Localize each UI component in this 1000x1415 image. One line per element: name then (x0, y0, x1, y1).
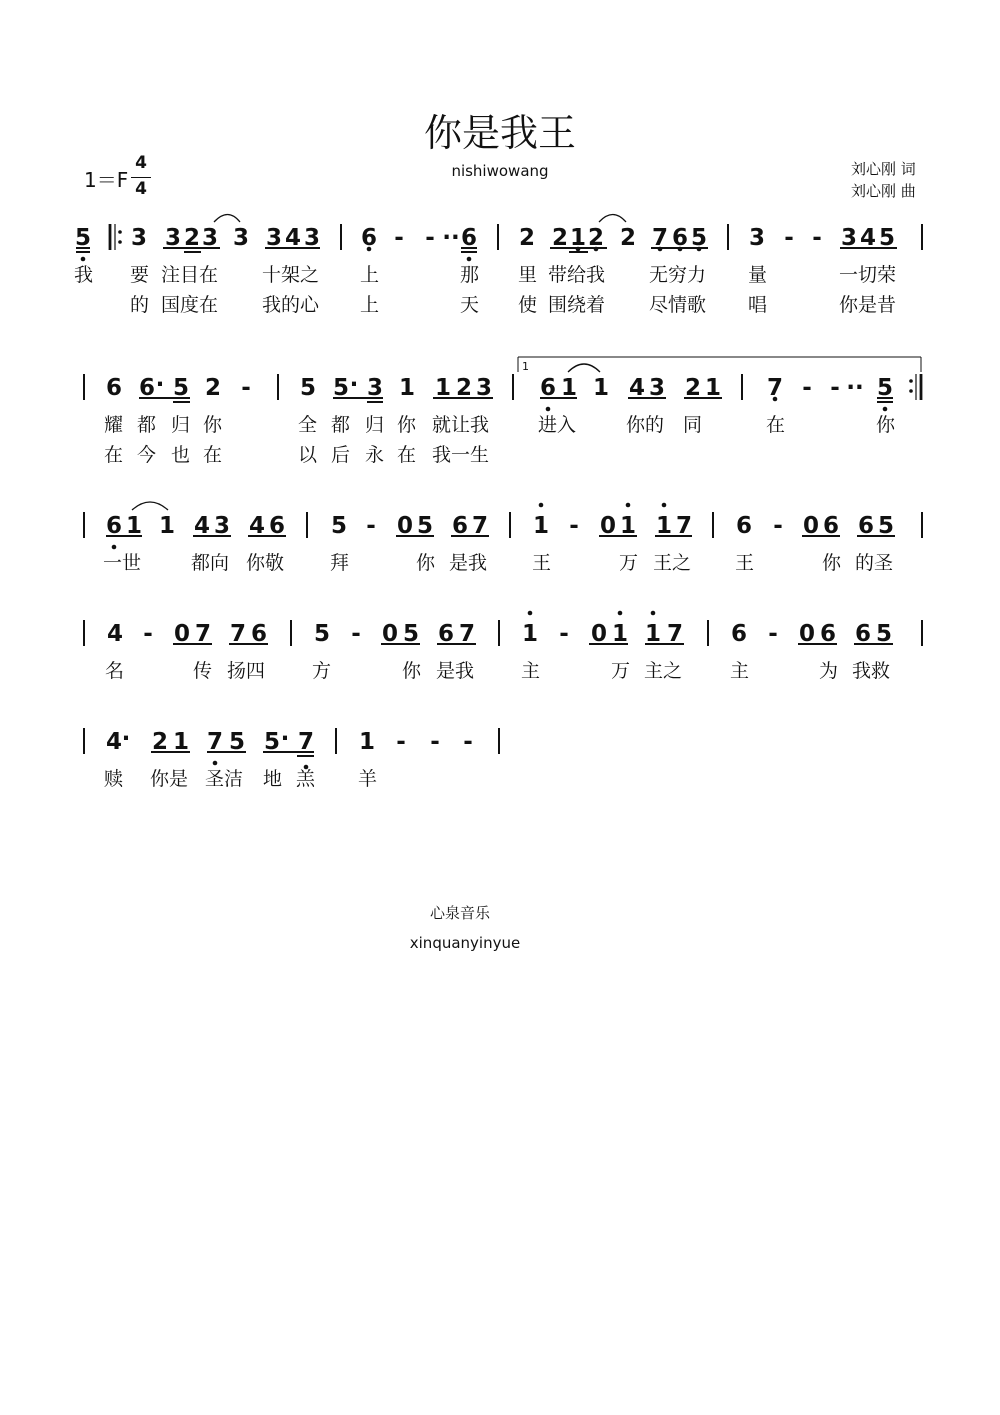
note: - (773, 513, 783, 539)
lyric: 你 (402, 660, 422, 682)
lyric: 我救 (852, 660, 891, 682)
note: 6 (360, 225, 378, 251)
note: 1 (532, 513, 550, 539)
note: 3 (748, 225, 766, 251)
note: 7 (651, 225, 669, 251)
note: 6 (819, 621, 837, 647)
note: 5 (876, 375, 894, 401)
lyric: 后 (331, 444, 351, 466)
lyric: 名 (105, 660, 125, 682)
note: 6 (460, 225, 478, 251)
lyric: 你 (416, 552, 436, 574)
note: - (351, 621, 361, 647)
svg-text:·: · (349, 372, 359, 398)
note: 5 (172, 375, 190, 401)
note: 6 (250, 621, 268, 647)
lyric: 你 (397, 414, 417, 436)
lyric: 是我 (436, 660, 475, 682)
lyric: 今 (137, 444, 157, 466)
lyric: 上 (360, 264, 380, 286)
lyric: 我 (74, 264, 94, 286)
lyric: 同 (683, 414, 703, 436)
lyric: 尽情歌 (649, 294, 707, 316)
lyric: 上 (360, 294, 380, 316)
note: - (559, 621, 569, 647)
lyric: 无穷力 (649, 264, 707, 286)
note: 7 (471, 513, 489, 539)
note: 7 (206, 729, 224, 755)
note: 1 (611, 621, 629, 647)
note: - (425, 225, 435, 251)
lyric: 的 (130, 294, 150, 316)
note: 3 (475, 375, 493, 401)
lyric: 王之 (653, 552, 692, 574)
note: - (463, 729, 473, 755)
note: 7 (297, 729, 315, 755)
note: 7 (458, 621, 476, 647)
note: - (784, 225, 794, 251)
lyric: 主 (521, 660, 541, 682)
lyric: 在 (766, 414, 786, 436)
lyric: 你 (876, 414, 896, 436)
lyric: 一世 (103, 552, 142, 574)
note: - (812, 225, 822, 251)
lyric: 带给我 (548, 264, 606, 286)
note: 6 (539, 375, 557, 401)
lyric: 量 (748, 264, 768, 286)
note: 5 (74, 225, 92, 251)
lyric: 万 (611, 660, 631, 682)
note: - (143, 621, 153, 647)
lyric: 永 (365, 444, 385, 466)
time-signature-top: 4 (135, 153, 147, 173)
lyric: 方 (312, 660, 332, 682)
lyric: 王 (735, 552, 755, 574)
note: 7 (675, 513, 693, 539)
note: 3 (840, 225, 858, 251)
note: 1 (704, 375, 722, 401)
lyric: 王 (532, 552, 552, 574)
note: 6 (105, 513, 123, 539)
note: 7 (194, 621, 212, 647)
note: 3 (648, 375, 666, 401)
lyric: 要 (130, 264, 150, 286)
note: 3 (303, 225, 321, 251)
note: 0 (396, 513, 414, 539)
note: 1 (434, 375, 452, 401)
composer-credit: 刘心刚 曲 (851, 182, 916, 200)
note: 6 (138, 375, 156, 401)
note: 1 (172, 729, 190, 755)
lyric: 主 (730, 660, 750, 682)
lyric: 使 (518, 294, 538, 316)
note: 5 (332, 375, 350, 401)
note: 5 (299, 375, 317, 401)
note: 6 (854, 621, 872, 647)
note: 3 (201, 225, 219, 251)
lyric: 地 (263, 768, 283, 790)
svg-text:·: · (121, 726, 131, 752)
note: 1 (644, 621, 662, 647)
note: 6 (857, 513, 875, 539)
note: - (802, 375, 812, 401)
note: 6 (730, 621, 748, 647)
note: 5 (877, 513, 895, 539)
lyric: 也 (171, 444, 191, 466)
note: 1 (521, 621, 539, 647)
note: 1 (592, 375, 610, 401)
lyric: 进入 (538, 414, 577, 436)
note: 5 (690, 225, 708, 251)
note: - (366, 513, 376, 539)
note: 6 (671, 225, 689, 251)
note: 4 (106, 621, 124, 647)
note: 2 (684, 375, 702, 401)
note: 1 (569, 225, 587, 251)
note: - (396, 729, 406, 755)
note: 5 (263, 729, 281, 755)
note: 1 (358, 729, 376, 755)
note: 6 (268, 513, 286, 539)
note: 2 (151, 729, 169, 755)
note: 2 (518, 225, 536, 251)
song-title-pinyin: nishiwowang (451, 162, 549, 180)
note: 4 (859, 225, 877, 251)
lyric: 都 (331, 414, 351, 436)
note: 5 (416, 513, 434, 539)
lyric: 都向 (191, 552, 230, 574)
note: 6 (105, 375, 123, 401)
note: 3 (213, 513, 231, 539)
lyric: 在 (104, 444, 124, 466)
note: 3 (164, 225, 182, 251)
lyric: 耀 (104, 414, 124, 436)
note: 3 (232, 225, 250, 251)
note: - (830, 375, 840, 401)
lyric: 围绕着 (548, 294, 606, 316)
note: 5 (313, 621, 331, 647)
note: 2 (619, 225, 637, 251)
lyric: 那 (460, 264, 480, 286)
note: 2 (204, 375, 222, 401)
lyric: 就让我 (432, 414, 490, 436)
note: 4 (628, 375, 646, 401)
lyric: 你是 (150, 768, 189, 790)
lyric: 在 (397, 444, 417, 466)
note: 6 (735, 513, 753, 539)
note: 2 (551, 225, 569, 251)
lyric: 拜 (330, 552, 350, 574)
note: 3 (366, 375, 384, 401)
lyric: 你的 (626, 414, 665, 436)
note: 4 (193, 513, 211, 539)
note: 1 (158, 513, 176, 539)
note: 0 (802, 513, 820, 539)
lyric: 都 (137, 414, 157, 436)
note: 6 (822, 513, 840, 539)
note: 0 (798, 621, 816, 647)
note: 0 (173, 621, 191, 647)
note: 6 (437, 621, 455, 647)
note: 5 (878, 225, 896, 251)
note: 0 (381, 621, 399, 647)
note: 1 (560, 375, 578, 401)
lyric: 天 (460, 294, 480, 316)
svg-text:··: ·· (442, 225, 460, 251)
lyric: 我一生 (432, 444, 490, 466)
lyric: 传 (193, 660, 213, 682)
lyric: 归 (365, 414, 385, 436)
note: 1 (125, 513, 143, 539)
lyric: 万 (619, 552, 639, 574)
note: 3 (130, 225, 148, 251)
note: 1 (655, 513, 673, 539)
note: 1 (398, 375, 416, 401)
note: 2 (455, 375, 473, 401)
note: 5 (402, 621, 420, 647)
note: 5 (875, 621, 893, 647)
lyric: 圣洁 (205, 768, 244, 790)
lyric: 十架之 (262, 264, 320, 286)
lyric: 主之 (644, 660, 683, 682)
note: 4 (284, 225, 302, 251)
publisher-name: 心泉音乐 (429, 904, 490, 922)
lyric: 为 (819, 660, 839, 682)
lyric: 注目在 (161, 264, 219, 286)
note: 4 (105, 729, 123, 755)
lyric: 唱 (748, 294, 768, 316)
publisher-pinyin: xinquanyinyue (409, 934, 521, 952)
note: 7 (666, 621, 684, 647)
note: - (241, 375, 251, 401)
note: 1 (619, 513, 637, 539)
note: 2 (587, 225, 605, 251)
note: 0 (590, 621, 608, 647)
lyric: 一切荣 (839, 264, 897, 286)
key-signature: 1＝F (84, 168, 129, 192)
song-title: 你是我王 (423, 111, 576, 155)
lyric: 在 (203, 444, 223, 466)
lyric: 以 (298, 444, 318, 466)
svg-text:··: ·· (846, 375, 864, 401)
lyric: 是我 (449, 552, 488, 574)
note: 7 (766, 375, 784, 401)
lyric: 国度在 (161, 294, 219, 316)
lyric: 你 (822, 552, 842, 574)
lyric: 扬四 (227, 660, 266, 682)
lyric: 里 (518, 264, 538, 286)
lyric: 赎 (104, 768, 124, 790)
note: - (768, 621, 778, 647)
lyric: 全 (298, 414, 318, 436)
note: 3 (265, 225, 283, 251)
note: - (569, 513, 579, 539)
note: 7 (229, 621, 247, 647)
note: 5 (330, 513, 348, 539)
note: - (394, 225, 404, 251)
note: - (430, 729, 440, 755)
lyric: 你敬 (246, 552, 285, 574)
lyric: 的圣 (855, 552, 894, 574)
svg-text:·: · (280, 726, 290, 752)
first-ending-number: 1 (522, 360, 529, 373)
lyric: 你是昔 (839, 294, 897, 316)
note: 2 (183, 225, 201, 251)
lyric: 羔 (296, 768, 316, 790)
note: 0 (599, 513, 617, 539)
note: 4 (248, 513, 266, 539)
lyric: 你 (203, 414, 223, 436)
lyric: 我的心 (262, 294, 320, 316)
note: 5 (228, 729, 246, 755)
time-signature-bottom: 4 (135, 179, 147, 199)
lyric: 羊 (358, 768, 378, 790)
lyric: 归 (171, 414, 191, 436)
svg-text:·: · (155, 372, 165, 398)
lyricist-credit: 刘心刚 词 (851, 160, 916, 178)
note: 6 (451, 513, 469, 539)
